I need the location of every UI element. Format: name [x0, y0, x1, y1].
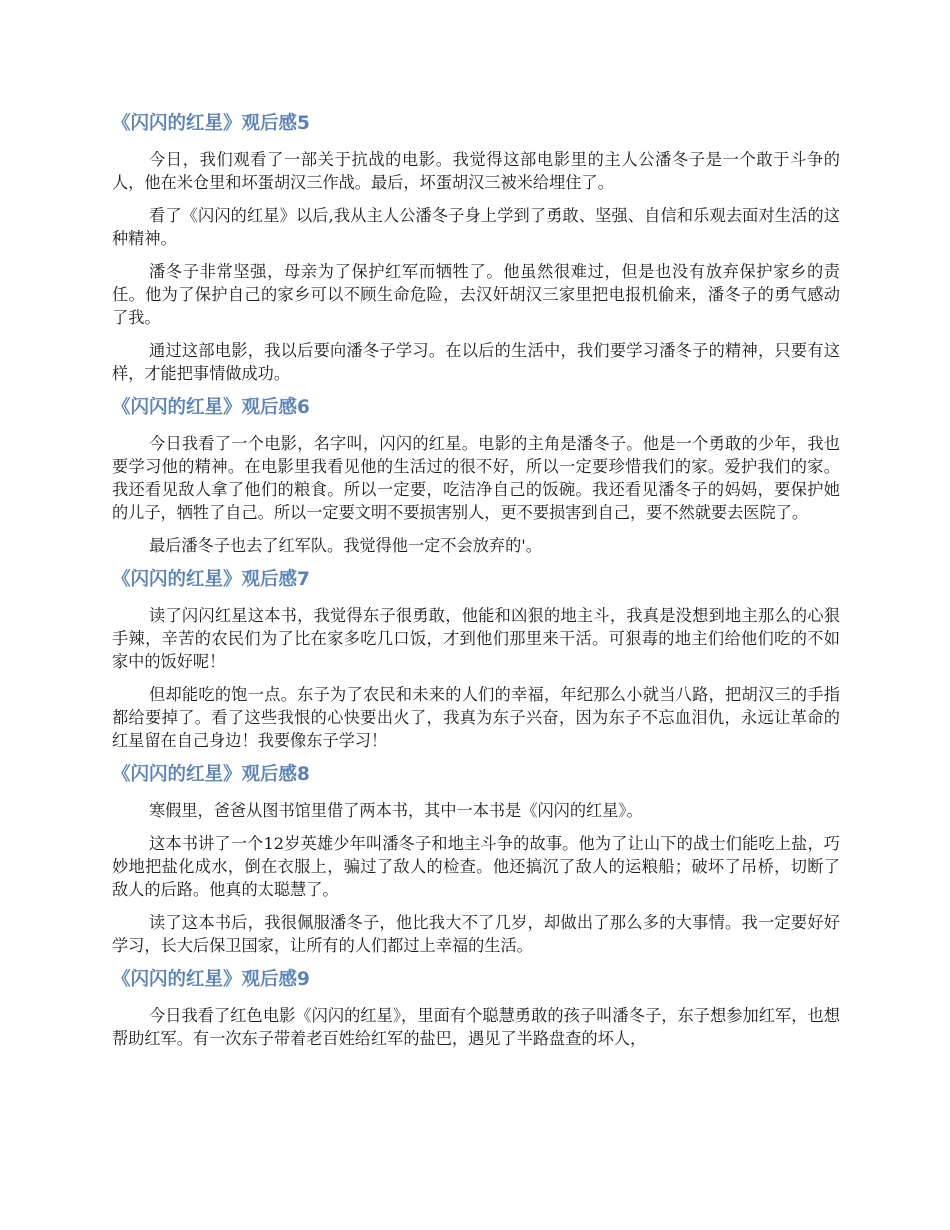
section-title: 《闪闪的红星》观后感8 [112, 764, 310, 785]
paragraph: 寒假里，爸爸从图书馆里借了两本书，其中一本书是《闪闪的红星》。 [149, 801, 643, 820]
paragraph: 读了闪闪红星这本书，我觉得东子很勇敢，他能和凶狠的地主斗，我真是没想到地主那么的心狠手辣，辛苦的农民们为了比在家多吃几口饭，才到他们那里来干活。可狠毒的地主们给他们吃的不如家中的饭好呢！ [112, 606, 840, 671]
paragraph: 看了《闪闪的红星》以后,我从主人公潘冬子身上学到了勇敢、坚强、自信和乐观去面对生活的这种精神。 [112, 206, 840, 248]
section-5 [112, 111, 840, 385]
paragraph: 读了这本书后，我很佩服潘冬子，他比我大不了几岁，却做出了那么多的大事情。我一定要好好学习，长大后保卫国家，让所有的人们都过上幸福的生活。 [112, 913, 840, 955]
paragraph: 最后潘冬子也去了红军队。我觉得他一定不会放弃的'。 [149, 536, 542, 555]
section-7 [112, 567, 840, 752]
paragraph: 今日我看了红色电影《闪闪的红星》，里面有个聪慧勇敢的孩子叫潘冬子，东子想参加红军，也想帮助红军。有一次东子带着老百姓给红军的盐巴，遇见了半路盘查的坏人， [112, 1006, 840, 1048]
section-title: 《闪闪的红星》观后感9 [112, 969, 310, 990]
section-9 [112, 967, 840, 1050]
paragraph: 今日，我们观看了一部关于抗战的电影。我觉得这部电影里的主人公潘冬子是一个敢于斗争的人，他在米仓里和坏蛋胡汉三作战。最后，坏蛋胡汉三被米给埋住了。 [112, 150, 840, 192]
paragraph: 但却能吃的饱一点。东子为了农民和未来的人们的幸福，年纪那么小就当八路，把胡汉三的手指都给要掉了。看了这些我恨的心快要出火了，我真为东子兴奋，因为东子不忘血泪仇，永远让革命的红星留在自己身边！我要像东子学习！ [112, 685, 840, 750]
section-title: 《闪闪的红星》观后感7 [112, 569, 310, 590]
paragraph: 今日我看了一个电影，名字叫，闪闪的红星。电影的主角是潘冬子。他是一个勇敢的少年，我也要学习他的精神。在电影里我看见他的生活过的很不好，所以一定要珍惜我们的家。爱护我们的家。我还看见敌人拿了他们的粮食。所以一定要，吃洁净自己的饭碗。我还看见潘冬子的妈妈，要保护她的儿子，牺牲了自己。所以一定要文明不要损害别人，更不要损害到自己，要不然就要去医院了。 [112, 434, 840, 522]
paragraph: 这本书讲了一个12岁英雄少年叫潘冬子和地主斗争的故事。他为了让山下的战士们能吃上盐，巧妙地把盐化成水，倒在衣服上，骗过了敌人的检查。他还搞沉了敌人的运粮船；破坏了吊桥，切断了敌人的后路。他真的太聪慧了。 [112, 834, 840, 899]
section-title: 《闪闪的红星》观后感6 [112, 397, 310, 418]
paragraph: 潘冬子非常坚强，母亲为了保护红军而牺牲了。他虽然很难过，但是也没有放弃保护家乡的责任。他为了保护自己的家乡可以不顾生命危险，去汉奸胡汉三家里把电报机偷来，潘冬子的勇气感动了我。 [112, 262, 840, 327]
section-6 [112, 395, 840, 557]
paragraph: 通过这部电影，我以后要向潘冬子学习。在以后的生活中，我们要学习潘冬子的精神，只要有这样，才能把事情做成功。 [112, 341, 840, 383]
document-page [112, 111, 840, 1060]
section-title: 《闪闪的红星》观后感5 [112, 113, 310, 134]
section-8 [112, 762, 840, 957]
